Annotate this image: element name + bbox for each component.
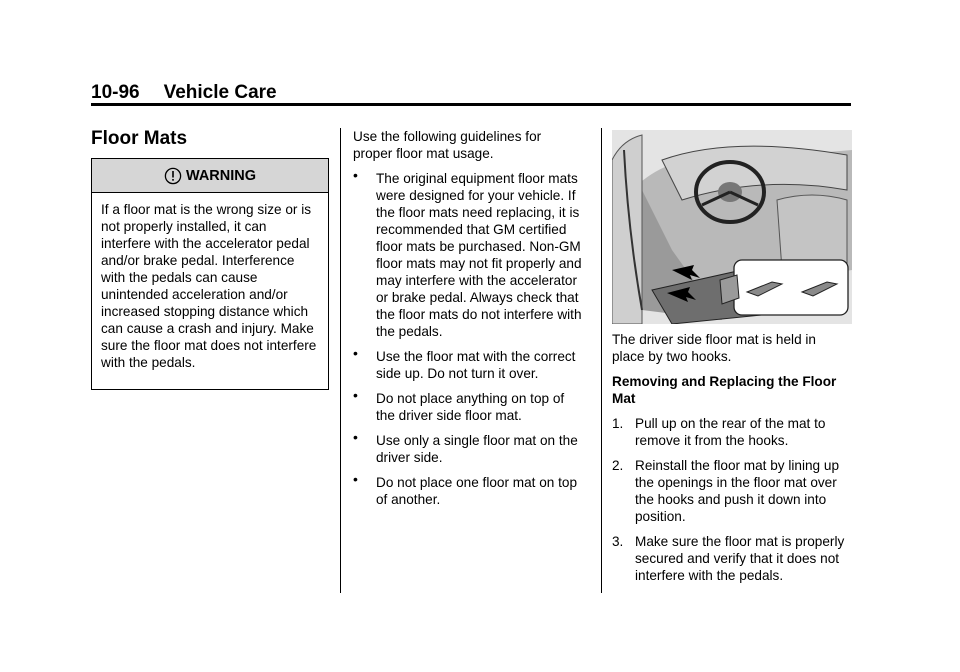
- guidelines-list: [353, 170, 583, 508]
- list-item: [612, 415, 852, 449]
- page-header: [91, 82, 277, 104]
- header-rule: [91, 103, 851, 106]
- warning-label: WARNING: [185, 167, 257, 184]
- section-title: Vehicle Care: [163, 82, 277, 103]
- warning-text: If a floor mat is the wrong size or is not properly installed, it can interfere with the accelerator pedal and/or brake pedal. Interference with the pedals can cause unintended acceleration and/or increased stopping distance which can cause a crash and injury. Make sure the floor mat does not interfere with the pedals.: [101, 202, 317, 370]
- step-text: Reinstall the floor mat by lining up the openings in the floor mat over the hooks and push it down into position.: [635, 458, 840, 524]
- step-number: 2.: [612, 458, 624, 473]
- figure-caption: The driver side floor mat is held in place by two hooks.: [612, 332, 816, 364]
- removal-column: [612, 331, 852, 584]
- list-item: • Do not place one floor mat on top of another.: [353, 474, 583, 508]
- removal-steps: [612, 415, 852, 584]
- list-item: [612, 457, 852, 525]
- column-divider-right: [601, 128, 602, 593]
- list-item: • Use only a single floor mat on the driver side.: [353, 432, 583, 466]
- page-title: Floor Mats: [91, 128, 188, 149]
- page-number: 10-96: [91, 82, 140, 103]
- step-number: 1.: [612, 416, 624, 431]
- column-divider-left: [340, 128, 341, 593]
- list-item: • Use the floor mat with the correct side up. Do not turn it over.: [353, 348, 583, 382]
- list-item: [612, 533, 852, 584]
- warning-box: [91, 158, 329, 390]
- step-number: 3.: [612, 534, 624, 549]
- guidelines-column: [353, 128, 583, 508]
- removal-heading: Removing and Replacing the Floor Mat: [612, 374, 837, 406]
- step-text: Pull up on the rear of the mat to remove it from the hooks.: [635, 416, 826, 448]
- step-text: Make sure the floor mat is properly secured and verify that it does not interfere with the pedals.: [635, 534, 845, 583]
- guidelines-intro: Use the following guidelines for proper floor mat usage.: [353, 129, 542, 161]
- list-item: • The original equipment floor mats were designed for your vehicle. If the floor mats need replacing, it is recommended that GM certified floor mats be purchased. Non-GM floor mats may not fit properly and may interfere with the accelerator or brake pedal. Always check that the floor mats do not interfere with the pedals.: [353, 170, 583, 340]
- list-item: • Do not place anything on top of the driver side floor mat.: [353, 390, 583, 424]
- warning-icon: [164, 167, 182, 185]
- floor-mat-figure: [612, 130, 852, 324]
- warning-header: [92, 159, 328, 193]
